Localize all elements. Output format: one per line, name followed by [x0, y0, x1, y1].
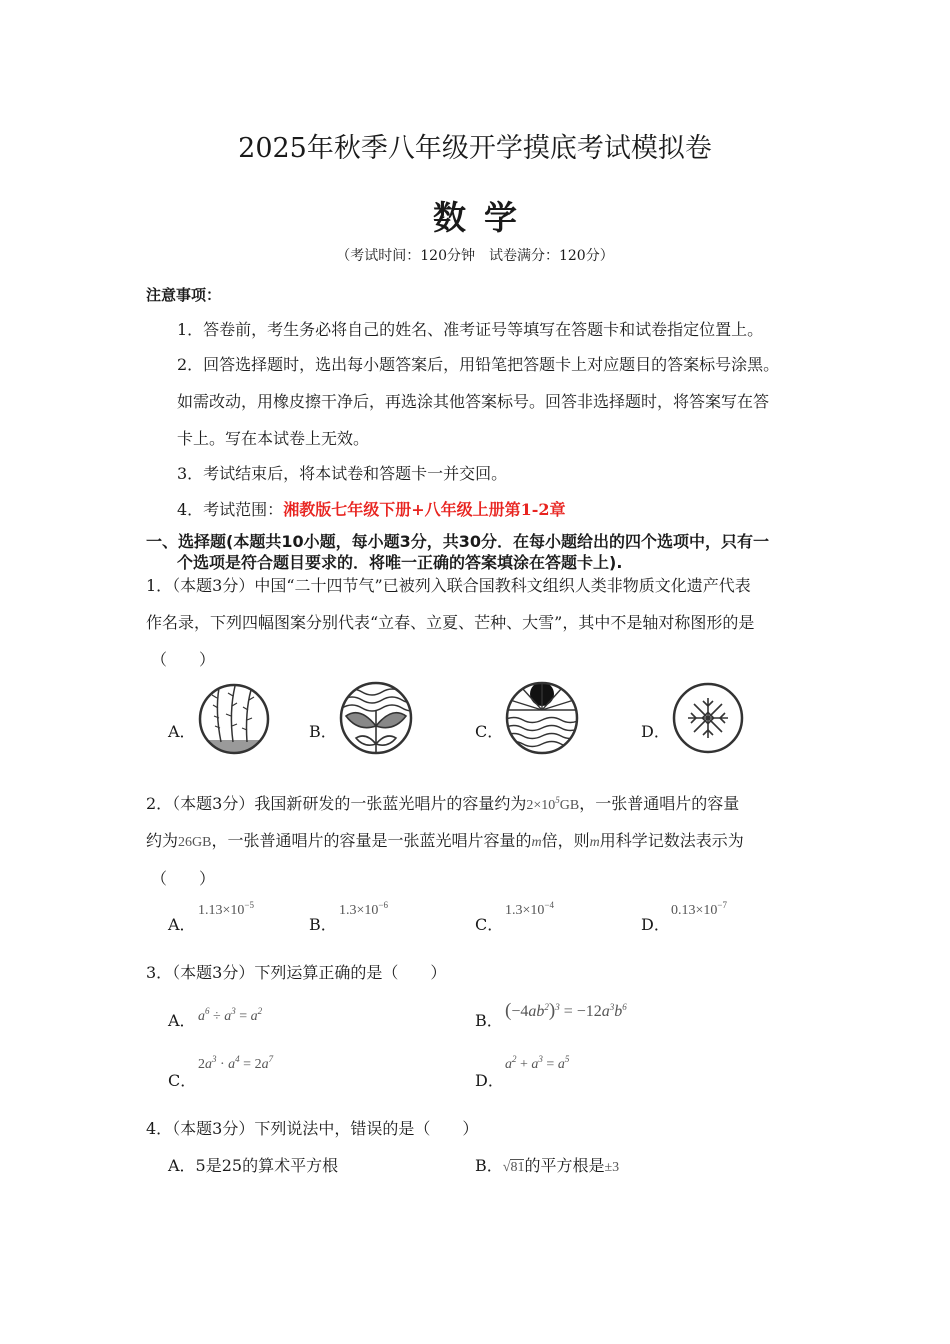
lichun-willow-icon	[197, 682, 271, 756]
mangzhong-sun-icon	[504, 680, 580, 756]
q2-option-a-value	[198, 900, 254, 919]
q2-option-c-label: C．	[475, 915, 504, 934]
q2-capacity-math	[526, 795, 580, 813]
q1-stem-line2: 作名录，下列四幅图案分别代表“立春、立夏、芒种、大雪”，其中不是轴对称图形的是	[146, 613, 755, 632]
q3-option-b-math: $(-4ab^2)^3 = -12a^3b^6$	[505, 1000, 627, 1021]
notice-item-2: 2．回答选择题时，选出每小题答案后，用铅笔把答题卡上对应题目的答案标号涂黑。	[177, 355, 780, 374]
notice-item-1: 1．答卷前，考生务必将自己的姓名、准考证号等填写在答题卡和试卷指定位置上。	[177, 320, 764, 339]
q1-stem-line1: 1．（本题3分）中国“二十四节气”已被列入联合国教科文组织人类非物质文化遗产代表	[146, 576, 751, 595]
q4-radicand: 81	[510, 1160, 525, 1175]
q2-stem-text-6: 用科学记数法表示为	[599, 831, 744, 850]
q2-d-base: 0.13×10	[671, 903, 718, 918]
q2-capacity-unit: GB	[559, 798, 580, 813]
q2-c-base: 1.3×10	[505, 903, 545, 918]
q2-stem-text-5: 倍，则	[541, 831, 590, 850]
q2-answer-paren: （ ）	[151, 869, 216, 888]
q2-d-exp: −7	[717, 900, 727, 910]
q2-stem-text-3: 约为	[146, 831, 179, 850]
q4-option-a: A．5是25的算术平方根	[168, 1156, 339, 1175]
q2-option-c-value	[505, 900, 554, 919]
q2-stem-text-2: ，一张普通唱片的容量	[579, 794, 740, 813]
q2-stem-text-4: ，一张普通唱片的容量是一张蓝光唱片容量的	[211, 831, 532, 850]
q4-option-b	[475, 1153, 619, 1176]
q2-capacity-base: 2×10	[526, 798, 556, 813]
q2-b-exp: −6	[378, 900, 388, 910]
notice-item-4-prefix: 4．考试范围：	[177, 500, 284, 519]
q2-option-d-label: D．	[641, 915, 670, 934]
q3-option-a-math: $a^6 \div a^3 = a^2$	[198, 1006, 263, 1024]
section-heading-line2: 个选项是符合题目要求的．将唯一正确的答案填涂在答题卡上).	[177, 553, 623, 572]
notice-item-2-cont2: 卡上。写在本试卷上无效。	[177, 429, 370, 448]
q2-option-d-value	[671, 900, 727, 919]
q3-option-d-label: D．	[475, 1071, 504, 1090]
subject-title: 数学	[433, 198, 535, 237]
q2-var-m-2: m	[589, 835, 600, 850]
sqrt-icon: √	[502, 1160, 511, 1175]
q1-option-d-label: D．	[641, 722, 670, 741]
q2-normal-capacity: 26GB	[178, 835, 212, 850]
q2-option-b-label: B．	[309, 915, 337, 934]
q1-option-c-label: C．	[475, 722, 504, 741]
notice-item-2-cont: 如需改动，用橡皮擦干净后，再选涂其他答案标号。回答非选择题时，将答案写在答	[177, 392, 770, 411]
q2-stem-text-1: 2．（本题3分）我国新研发的一张蓝光唱片的容量约为	[146, 794, 527, 813]
q4-option-b-label: B．	[475, 1156, 503, 1175]
q3-option-c-math: $2a^3 \cdot a^4 = 2a^7$	[198, 1054, 274, 1072]
q4-option-b-text: 的平方根是	[524, 1156, 605, 1175]
q2-capacity-exp: 5	[555, 795, 560, 805]
notice-item-3: 3．考试结束后，将本试卷和答题卡一并交回。	[177, 464, 508, 483]
q3-stem: 3．（本题3分）下列运算正确的是（ ）	[146, 963, 447, 982]
q2-a-base: 1.13×10	[198, 903, 245, 918]
q2-option-a-label: A．	[168, 915, 196, 934]
exam-meta: （考试时间：120分钟 试卷满分：120分）	[336, 248, 614, 264]
exam-title: 2025年秋季八年级开学摸底考试模拟卷	[238, 133, 712, 164]
q3-option-c-label: C．	[168, 1071, 197, 1090]
q1-option-b-label: B．	[309, 722, 337, 741]
q2-stem-line2	[146, 828, 744, 851]
section-heading-line1: 一、选择题(本题共10小题，每小题3分，共30分．在每小题给出的四个选项中，只有一	[146, 532, 769, 551]
q4-stem: 4．（本题3分）下列说法中，错误的是（ ）	[146, 1119, 479, 1138]
q2-b-base: 1.3×10	[339, 903, 379, 918]
q1-answer-paren: （ ）	[151, 650, 216, 669]
q2-c-exp: −4	[544, 900, 554, 910]
lixia-sprout-icon	[338, 680, 414, 756]
notice-heading: 注意事项：	[146, 286, 222, 304]
exam-scope: 湘教版七年级下册+八年级上册第1-2章	[283, 500, 566, 519]
q3-option-b-label: B．	[475, 1011, 503, 1030]
q3-option-d-math: $a^2 + a^3 = a^5$	[505, 1054, 570, 1072]
q2-stem-line1	[146, 791, 739, 814]
q1-option-a-label: A．	[168, 722, 196, 741]
q4-option-b-value: ±3	[604, 1160, 620, 1175]
q2-option-b-value	[339, 900, 388, 919]
notice-item-4	[177, 497, 566, 520]
daxue-snowflake-icon	[671, 681, 745, 755]
q2-a-exp: −5	[244, 900, 254, 910]
q3-option-a-label: A．	[168, 1011, 196, 1030]
q2-var-m: m	[531, 835, 542, 850]
